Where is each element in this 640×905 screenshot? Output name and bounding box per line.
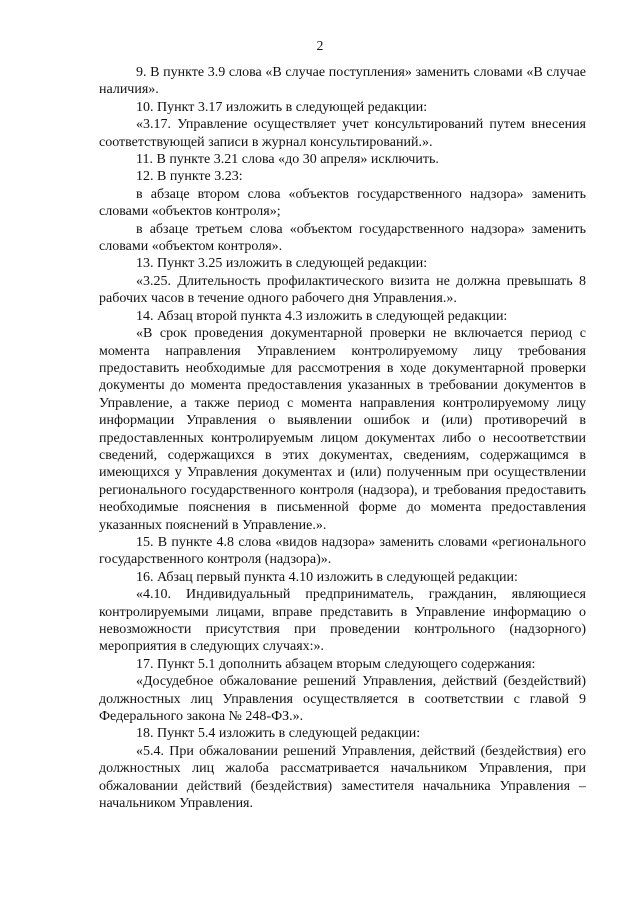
- paragraph-quote-3-25: «3.25. Длительность профилактического визита не должна превышать 8 рабочих часов в течение одного рабочего дня Управления.».: [99, 273, 586, 307]
- paragraph-item-11: 11. В пункте 3.21 слова «до 30 апреля» исключить.: [136, 152, 439, 168]
- document-body: [99, 64, 586, 812]
- paragraph-item-17: 17. Пункт 5.1 дополнить абзацем вторым следующего содержания:: [136, 656, 536, 672]
- page-number: 2: [316, 38, 324, 53]
- paragraph-quote-5-4: «5.4. При обжаловании решений Управления, действий (бездействия) его должностных лиц жалоба рассматривается начальником Управления, при обжаловании действий (бездействия) заместителя начальника Управления – начальником Управления.: [99, 743, 586, 812]
- paragraph-quote-5-1: «Досудебное обжалование решений Управления, действий (бездействий) должностных лиц Управления осуществляется в соответствии с главой 9 Федерального закона № 248-ФЗ.».: [99, 674, 586, 725]
- paragraph-item-13: 13. Пункт 3.25 изложить в следующей редакции:: [136, 256, 428, 272]
- paragraph-item-14: 14. Абзац второй пункта 4.3 изложить в следующей редакции:: [136, 308, 508, 324]
- paragraph-item-15: 15. В пункте 4.8 слова «видов надзора» заменить словами «регионального государственного контроля (надзора)».: [99, 534, 586, 568]
- paragraph-item-9: 9. В пункте 3.9 слова «В случае поступления» заменить словами «В случае наличия».: [99, 65, 586, 98]
- paragraph-item-16: 16. Абзац первый пункта 4.10 изложить в следующей редакции:: [136, 569, 518, 585]
- paragraph-quote-3-17: «3.17. Управление осуществляет учет консультирований путем внесения соответствующей записи в журнал консультирований.».: [99, 117, 586, 150]
- paragraph-item-12-abzac-3: в абзаце третьем слова «объектом государственного надзора» заменить словами «объектом контроля».: [99, 221, 586, 255]
- paragraph-item-12: 12. В пункте 3.23:: [136, 169, 243, 185]
- paragraph-quote-4-3: «В срок проведения документарной проверки не включается период с момента направления Управлением контролируемому лицу требования предоставить необходимые для рассмотрения в ходе документарной проверки документы до момента предоставления указанных в требовании документов в Управление, а также период с момента направления контролируемому лицу информации Управления о выявлении ошибок и (или) противоречий в предоставленных контролируемым лицом документах либо о несоответствии сведений, содержащихся в этих документах, сведениям, содержащимся в имеющихся у Управления документах и (или) полученным при осуществлении регионального государственного контроля (надзора), и требования предоставить необходимые пояснения в письменной форме до момента предоставления указанных пояснений в Управление.».: [99, 326, 586, 533]
- paragraph-item-18: 18. Пункт 5.4 изложить в следующей редакции:: [136, 726, 421, 742]
- paragraph-quote-4-10: «4.10. Индивидуальный предприниматель, гражданин, являющиеся контролируемыми лицами, вправе представить в Управление информацию о невозможности присутствия при проведении контрольного (надзорного) мероприятия в следующих случаях:».: [99, 587, 586, 655]
- paragraph-item-12-abzac-2: в абзаце втором слова «объектов государственного надзора» заменить словами «объектов контроля»;: [99, 186, 586, 220]
- paragraph-item-10: 10. Пункт 3.17 изложить в следующей редакции:: [136, 99, 428, 115]
